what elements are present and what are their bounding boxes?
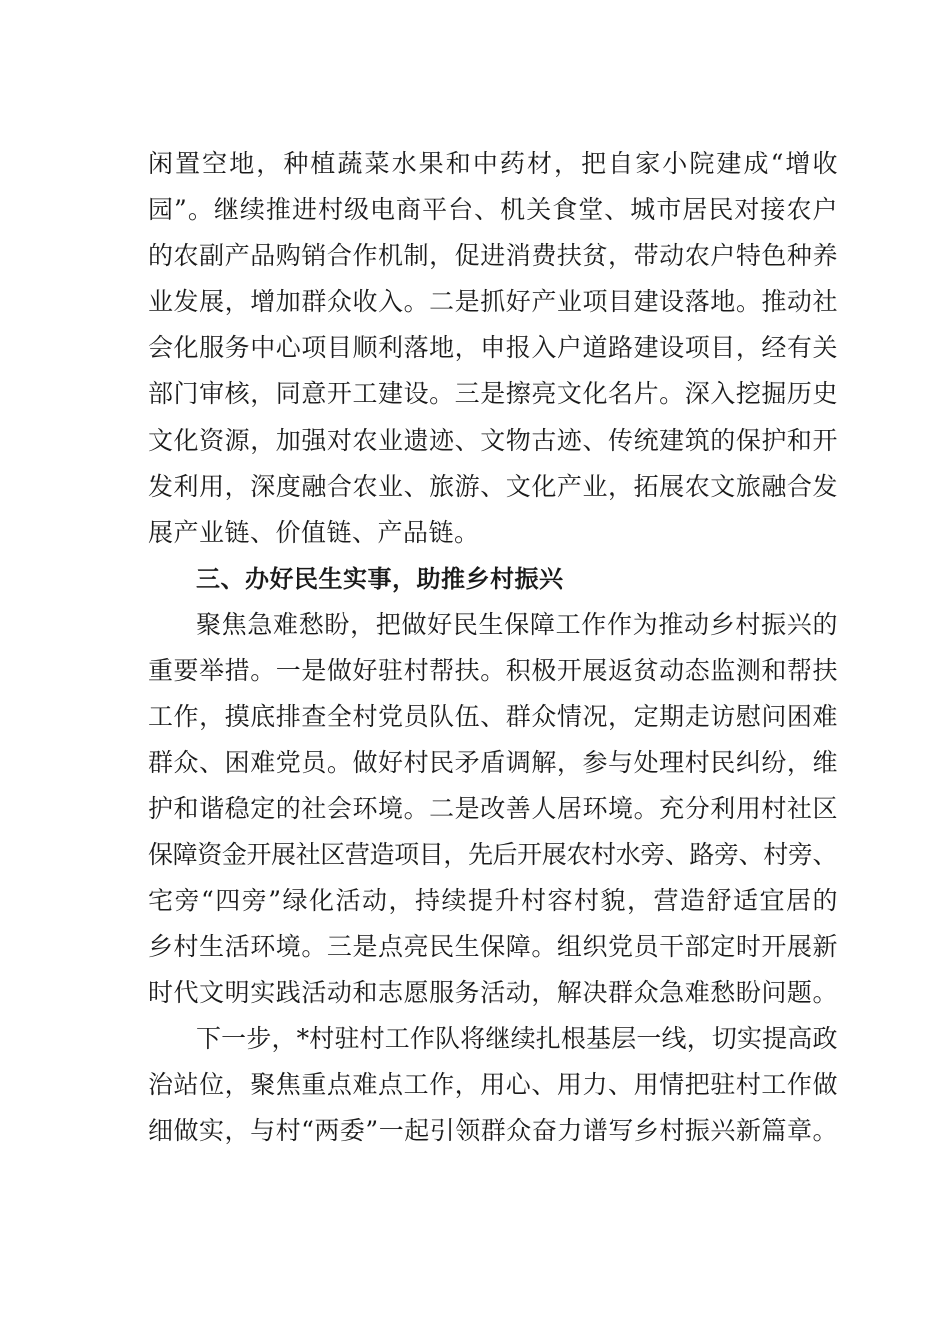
text-line: 展产业链、价值链、产品链。: [148, 518, 480, 547]
text-line: 工作，摸底排查全村党员队伍、群众情况，定期走访慰问困难: [148, 702, 839, 731]
text-line: 细做实，与村“两委”一起引领群众奋力谱写乡村振兴新篇章。: [148, 1116, 839, 1145]
text-line: 宅旁“四旁”绿化活动，持续提升村容村貌，营造舒适宜居的: [148, 886, 839, 915]
text-line: 乡村生活环境。三是点亮民生保障。组织党员干部定时开展新: [148, 932, 839, 961]
text-line: 群众、困难党员。做好村民矛盾调解，参与处理村民纠纷，维: [148, 748, 839, 777]
text-line: 保障资金开展社区营造项目，先后开展农村水旁、路旁、村旁、: [148, 840, 838, 869]
paragraph-first-line: 聚焦急难愁盼，把做好民生保障工作作为推动乡村振兴的: [196, 610, 839, 639]
text-line: 护和谐稳定的社会环境。二是改善人居环境。充分利用村社区: [148, 794, 839, 823]
text-line: 重要举措。一是做好驻村帮扶。积极开展返贫动态监测和帮扶: [148, 656, 839, 685]
text-line: 业发展，增加群众收入。二是抓好产业项目建设落地。推动社: [148, 287, 839, 316]
text-line: 文化资源，加强对农业遗迹、文物古迹、传统建筑的保护和开: [148, 426, 839, 455]
text-line: 的农副产品购销合作机制，促进消费扶贫，带动农户特色种养: [148, 241, 839, 270]
paragraph-first-line: 下一步，*村驻村工作队将继续扎根基层一线，切实提高政: [196, 1024, 838, 1053]
text-line: 园”。继续推进村级电商平台、机关食堂、城市居民对接农户: [148, 195, 839, 224]
text-line: 时代文明实践活动和志愿服务活动，解决群众急难愁盼问题。: [148, 978, 839, 1007]
text-line: 会化服务中心项目顺利落地，申报入户道路建设项目，经有关: [148, 333, 839, 362]
text-line: 发利用，深度融合农业、旅游、文化产业，拓展农文旅融合发: [148, 472, 839, 501]
text-line: 部门审核，同意开工建设。三是擦亮文化名片。深入挖掘历史: [148, 379, 839, 408]
section-heading: 三、办好民生实事，助推乡村振兴: [196, 565, 564, 593]
text-line: 闲置空地，种植蔬菜水果和中药材，把自家小院建成“增收: [148, 149, 840, 178]
text-line: 治站位，聚焦重点难点工作，用心、用力、用情把驻村工作做: [148, 1070, 839, 1099]
